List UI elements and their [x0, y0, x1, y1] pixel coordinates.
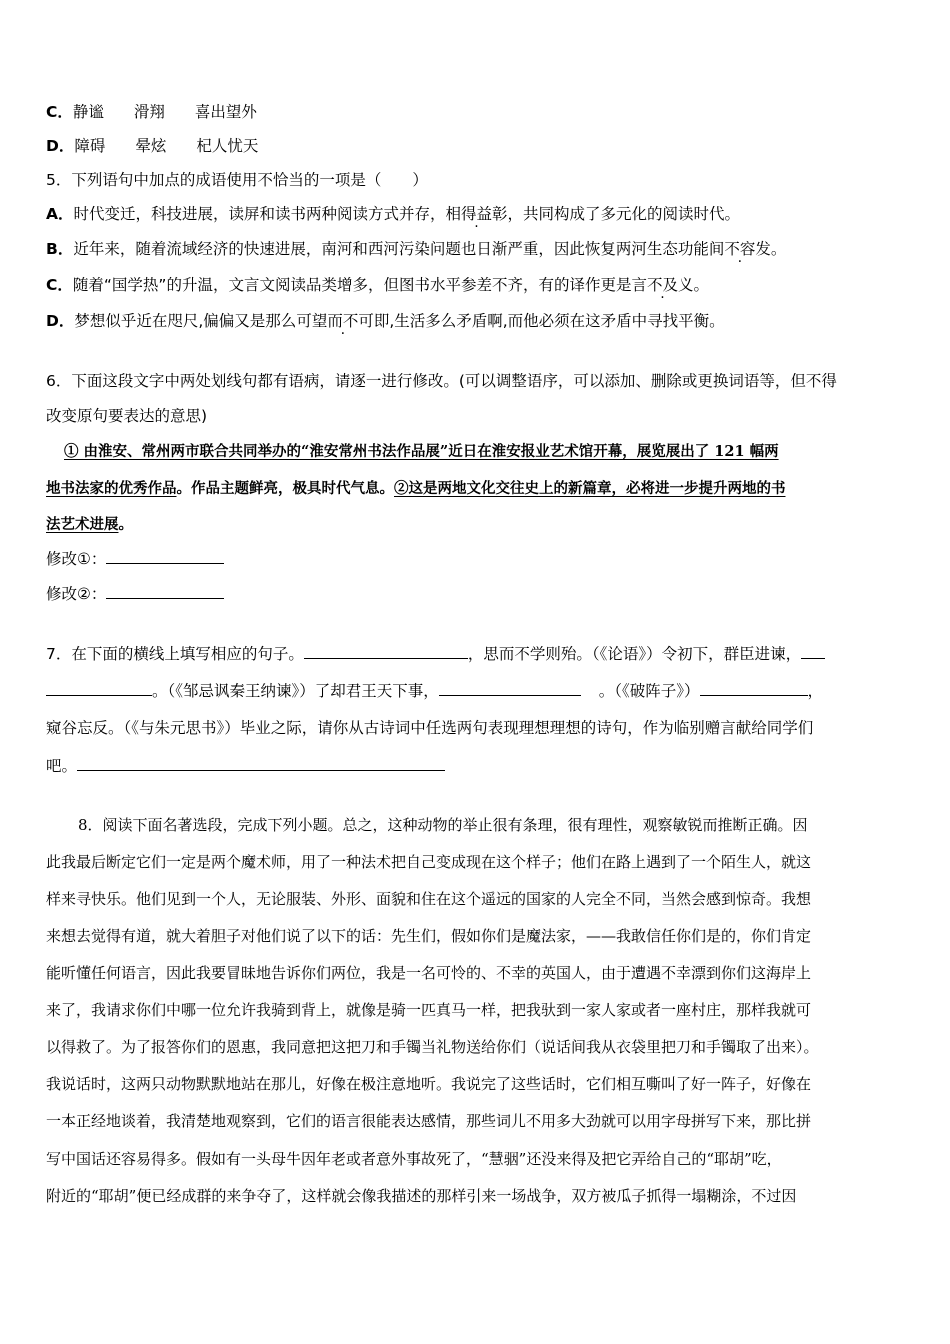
- underlined-sentence: ②这是两地文化交往史上的新篇章，必将进一步提升两地的书: [394, 480, 786, 497]
- q7-text: ，: [807, 682, 824, 700]
- q8-line-2: 此我最后断定它们一定是两个魔术师，用了一种法术把自己变成现在这个样子；他们在路上遇到了一个陌生人，就这: [46, 853, 812, 871]
- dotted-idiom: 言不及义: [631, 276, 694, 294]
- option-label: C．: [46, 276, 73, 294]
- word: 晕炫: [135, 137, 167, 155]
- q8-line-9: 一本正经地谈着，我清楚地观察到，它们的语言很能表达感情，那些词儿不用多大劲就可以用字母拼写下来，那比拼: [46, 1112, 812, 1130]
- answer-blank[interactable]: [106, 549, 224, 564]
- dotted-idiom: 可望而不可即 ·: [296, 312, 389, 330]
- underlined-sentence: ① 由淮安、常州两市联合共同举办的“淮安常州书法作品展”近日在淮安报业艺术馆开幕，展览展出了 121 幅两: [64, 443, 779, 460]
- fix-label: 修改①：: [46, 550, 107, 568]
- passage-text: 。: [118, 516, 133, 533]
- q5-option-d: [46, 311, 725, 331]
- q8-line-10: 写中国话还容易得多。假如有一头母牛因年老或者意外事故死了，“慧骃”还没来得及把它弄给自己的“耶胡”吃，: [46, 1150, 782, 1168]
- option-label: D．: [46, 312, 75, 330]
- q8-line-7: 以得救了。为了报答你们的恩惠，我同意把这把刀和手镯当礼物送给你们（说话间我从衣袋里把刀和手镯取了出来）。: [46, 1038, 819, 1056]
- answer-blank[interactable]: [801, 644, 825, 659]
- underlined-sentence: 地书法家的优秀作品: [46, 480, 177, 497]
- answer-blank[interactable]: [439, 681, 581, 696]
- option-label: A．: [46, 205, 74, 223]
- q7-text: 7．在下面的横线上填写相应的句子。: [46, 645, 304, 663]
- q5-option-b: [46, 239, 786, 259]
- option-text: 近年来，随着流域经济的快速进展，南河和西河污染问题也日渐严重，因此恢复两河生态功能: [73, 240, 709, 258]
- option-label: C．: [46, 103, 73, 121]
- q4-option-c: [46, 102, 257, 122]
- answer-blank[interactable]: [304, 644, 468, 659]
- q7-line-1: [46, 644, 825, 664]
- q7-text: 。（《邹忌讽秦王纳谏》）了却君王天下事，: [152, 682, 439, 700]
- option-label: D．: [46, 137, 75, 155]
- q6-passage-line-1: [64, 442, 779, 462]
- word: 喜出望外: [194, 103, 257, 121]
- q6-stem-line-2: 改变原句要表达的意思): [46, 407, 208, 425]
- q5-option-a: [46, 204, 740, 224]
- option-text: 。: [770, 240, 787, 258]
- q7-text: 。（《破阵子》）: [598, 682, 700, 700]
- dotted-idiom: 间不容发: [708, 240, 771, 258]
- q5-option-c: [46, 275, 709, 295]
- q6-fix-2: [46, 584, 224, 604]
- q7-text: ，思而不学则殆。（《论语》）令初下，群臣进谏，: [467, 645, 802, 663]
- option-label: B．: [46, 240, 74, 258]
- option-text: 。: [693, 276, 709, 294]
- answer-blank[interactable]: [700, 681, 808, 696]
- word: 静谧: [72, 103, 104, 121]
- q8-line-8: 我说话时，这两只动物默默地站在那儿，好像在极注意地听。我说完了这些话时，它们相互嘶叫了好一阵子，好像在: [46, 1075, 812, 1093]
- q8-line-5: 能听懂任何语言，因此我要冒昧地告诉你们两位，我是一名可怜的、不幸的英国人，由于遭遇不幸漂到你们这海岸上: [46, 964, 812, 982]
- answer-blank[interactable]: [106, 584, 224, 599]
- q8-line-3: 样来寻快乐。他们见到一个人，无论服装、外形、面貌和住在这个遥远的国家的人完全不同，当然会感到惊奇。我想: [46, 890, 812, 908]
- answer-blank[interactable]: [46, 681, 152, 696]
- dotted-idiom: 相得益彰: [445, 205, 508, 223]
- passage-text: 。作品主题鲜亮，极具时代气息。: [176, 480, 394, 497]
- option-text: 梦想似乎近在咫尺,偏偏又是那么: [74, 312, 297, 330]
- q8-line-11: 附近的“耶胡”便已经成群的来争夺了，这样就会像我描述的那样引来一场战争，双方被瓜子抓得一塌糊涂，不过因: [46, 1187, 797, 1205]
- word: 障碍: [74, 137, 106, 155]
- underlined-sentence: 法艺术进展: [46, 516, 119, 533]
- q8-line-6: 来了，我请求你们中哪一位允许我骑到背上，就像是骑一匹真马一样，把我驮到一家人家或者一座村庄，那样我就可: [46, 1001, 812, 1019]
- option-text: 随着“国学热”的升温，文言文阅读品类增多，但图书水平参差不齐，有的译作更是: [72, 276, 632, 294]
- option-text: ,生活多么矛盾啊,而他必须在这矛盾中寻找平衡。: [389, 312, 725, 330]
- q7-line-4: [46, 756, 445, 776]
- q6-fix-1: [46, 549, 224, 569]
- q5-stem: 5．下列语句中加点的成语使用不恰当的一项是（ ）: [46, 171, 428, 189]
- q7-line-2: [46, 681, 823, 701]
- word: 杞人忧天: [196, 137, 259, 155]
- q6-passage-line-3: [46, 515, 133, 535]
- answer-blank[interactable]: [77, 756, 445, 771]
- option-text: 时代变迁，科技进展，读屏和读书两种阅读方式并存，: [73, 205, 446, 223]
- fix-label: 修改②：: [46, 585, 107, 603]
- q7-line-3: 窥谷忘反。（《与朱元思书》）毕业之际，请你从古诗词中任选两句表现理想理想的诗句，作为临别赠言献给同学们: [46, 719, 814, 737]
- q7-text: 吧。: [46, 757, 78, 775]
- q6-stem-line-1: 6．下面这段文字中两处划线句都有语病，请逐一进行修改。(可以调整语序，可以添加、删除或更换词语等，但不得: [46, 372, 837, 390]
- q4-option-d: [46, 136, 258, 156]
- q8-line-4: 来想去觉得有道，就大着胆子对他们说了以下的话：先生们，假如你们是魔法家，——我敢信任你们是的，你们肯定: [46, 927, 812, 945]
- option-text: ，共同构成了多元化的阅读时代。: [507, 205, 741, 223]
- q8-line-1: 8．阅读下面名著选段，完成下列小题。总之，这种动物的举止很有条理，很有理性，观察敏锐而推断正确。因: [78, 816, 808, 834]
- word: 滑翔: [133, 103, 165, 121]
- q6-passage-line-2: [46, 479, 786, 499]
